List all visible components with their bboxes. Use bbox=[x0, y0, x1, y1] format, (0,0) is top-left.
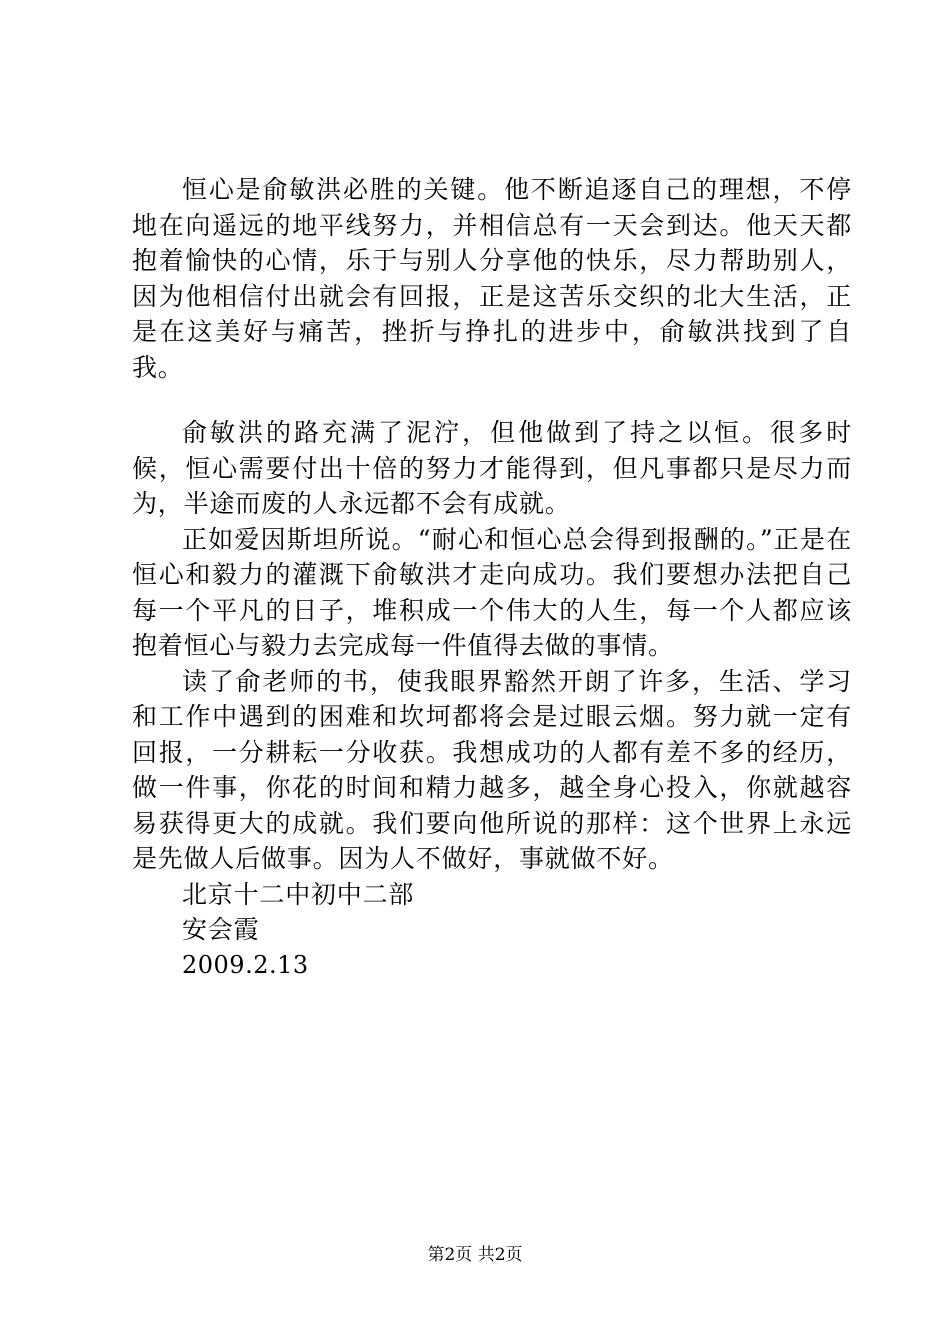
paragraph-perseverance: 恒心是俞敏洪必胜的关键。他不断追逐自己的理想，不停地在向遥远的地平线努力，并相信总有一天会到达。他天天都抱着愉快的心情，乐于与别人分享他的快乐，尽力帮助别人，因为他相信付出就会有回报，正是这苦乐交织的北大生活，正是在这美好与痛苦，挫折与挣扎的进步中，俞敏洪找到了自我。 bbox=[132, 175, 852, 382]
paragraph-einstein-quote: 正如爱因斯坦所说。“耐心和恒心总会得到报酬的。”正是在恒心和毅力的灌溉下俞敏洪才走向成功。我们要想办法把自己每一个平凡的日子，堆积成一个伟大的人生，每一个人都应该抱着恒心与毅力去完成每一件值得去做的事情。 bbox=[132, 524, 852, 660]
paragraph-reflection: 读了俞老师的书，使我眼界豁然开朗了许多，生活、学习和工作中遇到的困难和坎坷都将会是过眼云烟。努力就一定有回报，一分耕耘一分收获。我想成功的人都有差不多的经历，做一件事，你花的时间和精力越多，越全身心投入，你就越容易获得更大的成就。我们要向他所说的那样：这个世界上永远是先做人后做事。因为人不做好，事就做不好。 bbox=[132, 666, 852, 873]
signature-author: 安会霞 bbox=[182, 915, 260, 944]
paragraph-muddy-road: 俞敏洪的路充满了泥泞，但他做到了持之以恒。很多时候，恒心需要付出十倍的努力才能得到，但凡事都只是尽力而为，半途而废的人永远都不会有成就。 bbox=[132, 418, 852, 518]
page-number: 第2页 共2页 bbox=[427, 1245, 523, 1265]
document-body bbox=[132, 172, 852, 983]
paragraph-gap bbox=[132, 385, 852, 415]
signature-school: 北京十二中初中二部 bbox=[182, 879, 415, 909]
page-footer bbox=[0, 1244, 950, 1266]
signature-date: 2009.2.13 bbox=[182, 950, 309, 979]
